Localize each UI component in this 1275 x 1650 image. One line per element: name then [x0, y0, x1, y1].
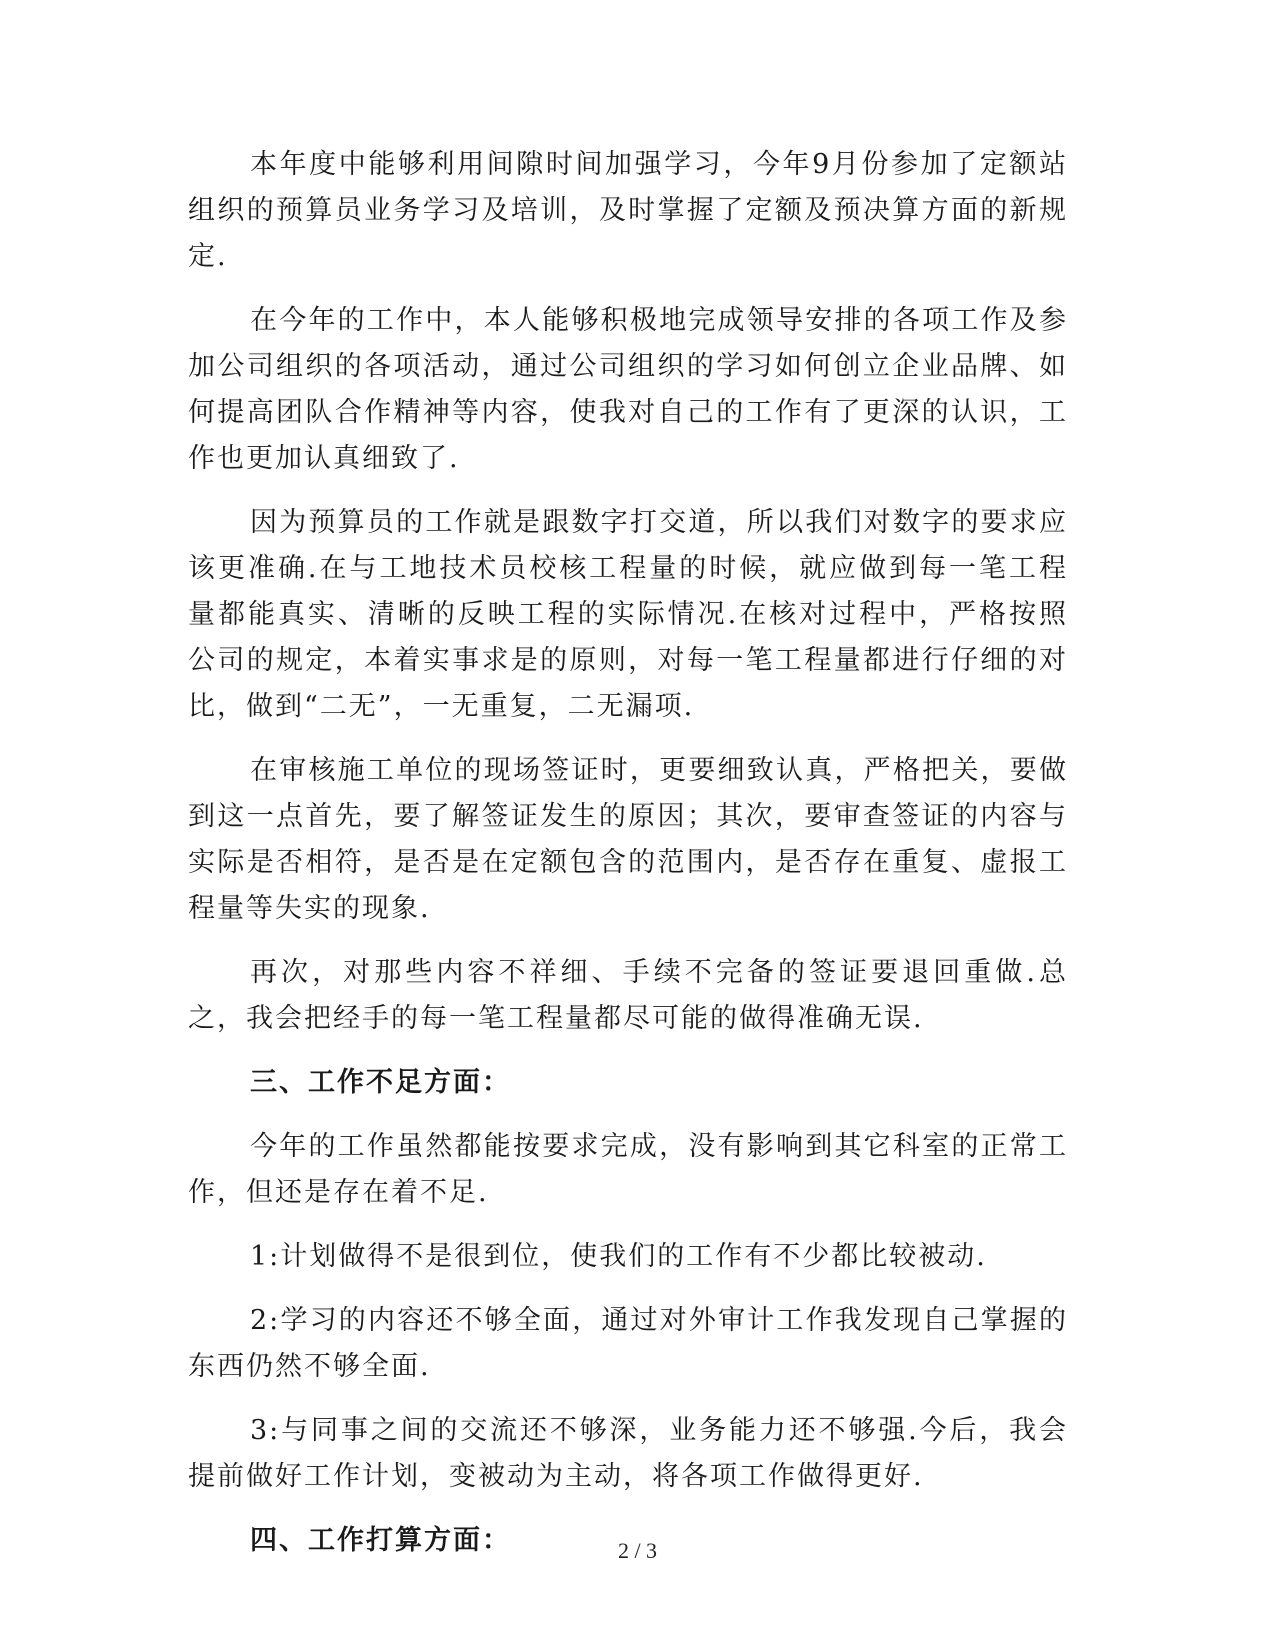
paragraph-activities: 在今年的工作中，本人能够积极地完成领导安排的各项工作及参加公司组织的各项活动，通过公司组织的学习如何创立企业品牌、如何提高团队合作精神等内容，使我对自己的工作有了更深的认识，工作也更加认真细致了. [188, 305, 1068, 474]
paragraph-study: 本年度中能够利用间隙时间加强学习，今年9月份参加了定额站组织的预算员业务学习及培训，及时掌握了定额及预决算方面的新规定. [188, 149, 1068, 272]
section-heading-plans: 四、工作打算方面： [250, 1525, 511, 1556]
section-heading-shortcomings: 三、工作不足方面： [250, 1067, 511, 1098]
paragraph-shortcoming-3: 3:与同事之间的交流还不够深，业务能力还不够强.今后，我会提前做好工作计划，变被动为主动，将各项工作做得更好. [188, 1415, 1068, 1492]
document-body [188, 142, 1068, 1582]
paragraph-return-redo: 再次，对那些内容不祥细、手续不完备的签证要退回重做.总之，我会把经手的每一笔工程量都尽可能的做得准确无误. [188, 957, 1068, 1034]
page-number: 2 / 3 [617, 1538, 658, 1563]
paragraph-shortcoming-1: 1:计划做得不是很到位，使我们的工作有不少都比较被动. [250, 1241, 987, 1272]
paragraph-shortcoming-2: 2:学习的内容还不够全面，通过对外审计工作我发现自己掌握的东西仍然不够全面. [188, 1305, 1068, 1382]
paragraph-accuracy: 因为预算员的工作就是跟数字打交道，所以我们对数字的要求应该更准确.在与工地技术员校核工程量的时候，就应做到每一笔工程量都能真实、清晰的反映工程的实际情况.在核对过程中，严格按照公司的规定，本着实事求是的原则，对每一笔工程量都进行仔细的对比，做到“二无”，一无重复，二无漏项. [188, 507, 1068, 722]
paragraph-shortcomings-intro: 今年的工作虽然都能按要求完成，没有影响到其它科室的正常工作，但还是存在着不足. [188, 1131, 1068, 1208]
paragraph-site-visa: 在审核施工单位的现场签证时，更要细致认真，严格把关，要做到这一点首先，要了解签证发生的原因；其次，要审查签证的内容与实际是否相符，是否是在定额包含的范围内，是否存在重复、虚报工程量等失实的现象. [188, 755, 1068, 924]
